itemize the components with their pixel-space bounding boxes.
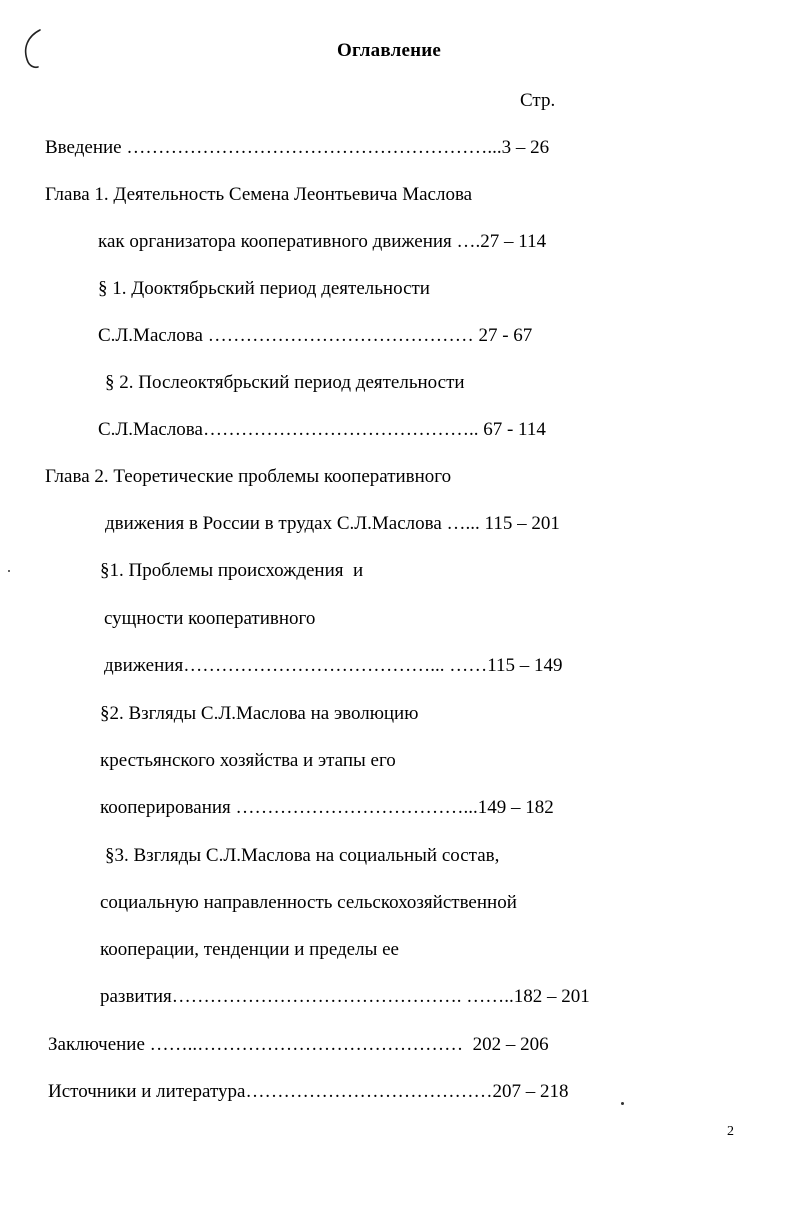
toc-entry-section-1-2-cont: С.Л.Маслова…………………………………….. 67 - 114 xyxy=(98,419,546,440)
toc-entry-section-2-3-cont2: кооперации, тенденции и пределы ее xyxy=(100,939,399,960)
toc-entry-section-2-1: §1. Проблемы происхождения и xyxy=(100,560,364,581)
toc-entry-section-1-1: § 1. Дооктябрьский период деятельности xyxy=(98,278,430,299)
toc-entry-section-1-2: § 2. Послеоктябрьский период деятельности xyxy=(105,372,465,393)
toc-entry-section-1-1-cont: С.Л.Маслова …………………………………… 27 - 67 xyxy=(98,325,533,346)
toc-entry-section-2-2-end: кооперирования ………………………………...149 – 182 xyxy=(100,797,554,818)
speck-mark xyxy=(8,570,10,572)
toc-entry-chapter-2: Глава 2. Теоретические проблемы кооперативного xyxy=(45,466,452,487)
toc-entry-chapter-1: Глава 1. Деятельность Семена Леонтьевича Маслова xyxy=(45,184,473,205)
toc-entry-section-2-1-cont: сущности кооперативного xyxy=(104,608,316,629)
toc-entry-chapter-2-cont: движения в России в трудах С.Л.Маслова …... 115 – 201 xyxy=(105,513,560,534)
toc-entry-section-2-1-end: движения…………………………………... ……115 – 149 xyxy=(104,655,563,676)
toc-entry-section-2-3-cont: социальную направленность сельскохозяйственной xyxy=(100,892,517,913)
toc-entry-chapter-1-cont: как организатора кооперативного движения ….27 – 114 xyxy=(98,231,547,252)
page-number: 2 xyxy=(727,1124,734,1139)
toc-entry-section-2-2-cont: крестьянского хозяйства и этапы его xyxy=(100,750,396,771)
toc-entry-introduction: Введение …………………………………………………...3 – 26 xyxy=(45,137,550,158)
toc-entry-conclusion: Заключение ……..…………………………………… 202 – 206 xyxy=(48,1034,549,1055)
toc-entry-section-2-3-end: развития………………………………………. ……..182 – 201 xyxy=(100,986,590,1007)
page-title: Оглавление xyxy=(336,40,442,61)
page-column-label: Стр. xyxy=(520,90,556,111)
toc-entry-sources: Источники и литература…………………………………207 – 218 xyxy=(48,1081,569,1102)
toc-entry-section-2-3: §3. Взгляды С.Л.Маслова на социальный состав, xyxy=(105,845,500,866)
speck-mark xyxy=(621,1102,624,1105)
toc-entry-section-2-2: §2. Взгляды С.Л.Маслова на эволюцию xyxy=(100,703,419,724)
